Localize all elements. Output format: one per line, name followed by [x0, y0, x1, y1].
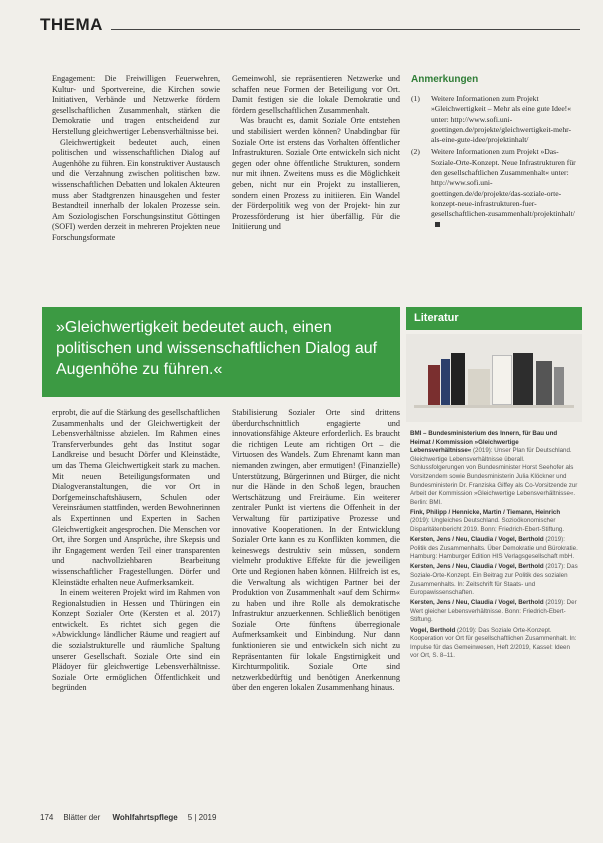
note-number: (2)	[411, 147, 420, 157]
paragraph: Engagement: Die Freiwilligen Feuerwehren, Kultur- und Sportvereine, die Kirchen sowie Initiativen, Verbände und Netzwerke fördern gesellschaftlichen Zusammenhalt, stärken die Demokratie und tragen entscheidend zur Herstellung gleichwertiger Lebensverhältnisse bei.	[52, 74, 220, 136]
article-column-2-bottom	[232, 408, 400, 694]
paragraph: erprobt, die auf die Stärkung des gesellschaftlichen Zusammenhalts und der Gleichwertigkeit der Lebensverhältnisse abzielen. Im Rahmen eines Transferverbundes geht das Institut sogar Landkreise und besucht Dörfer und Kleinstädte, um das Thema Gleichwertigkeit stark zu machen. Mit neuen Beteiligungsformaten und Dialogveranstaltungen, die vor Ort in Dorfgemeinschaftshäusern, Schulen oder Vereinsräumen stattfinden, werden Bewohnerinnen als Expertinnen und Experten in Sachen Gleichwertigkeit angesprochen. Die Menschen vor Ort, ihre Sorgen und Ansprüche, ihre Skepsis und ihr Engagement werden Teil einer transparenten und nachvollziehbaren Bearbeitung wissenschaftlicher Fragestellungen. Dörfer und Kleinstädte erhalten neue Aufmerksamkeit.	[52, 408, 220, 587]
article-column-2-top	[232, 74, 400, 233]
note-text: Weitere Informationen zum Projekt »Gleichwertigkeit – Mehr als eine gute Idee!« unter: http://www.sofi.uni-goettingen.de/projekte/gleichwertigkeit-mehr-als-eine-gute-idee/projektinhalt/	[431, 94, 572, 145]
literature-item	[410, 536, 578, 562]
books-photo	[406, 334, 582, 422]
literature-list	[410, 430, 578, 662]
journal-name	[63, 813, 177, 822]
book-icon	[492, 355, 512, 405]
literature-author: Kersten, Jens / Neu, Claudia / Vogel, Berthold	[410, 599, 544, 607]
journal-name-bold: Wohlfahrtspflege	[112, 813, 178, 822]
literature-item	[410, 430, 578, 507]
literature-item	[410, 627, 578, 661]
page-footer	[40, 813, 580, 822]
paragraph: Stabilisierung Sozialer Orte sind drittens überdurchschnittlich engagierte und innovationsfähige Akteure erforderlich. Es braucht die richtigen Leute am richtigen Ort – die Virtuosen des Wandels. Zum Ehrenamt kann man niemanden zwingen, aber ermutigen! (Finanzielle) Unterstützung, Bürgerinnen und Bürger, die nicht nur die Hände in den Schoß legen, brauchen Wertschätzung und Freiräume. Ein weiterer zentraler Punkt ist viertens die Offenheit in der Verwaltung für partizipative Prozesse und innovative Kooperationen. In der Entwicklung Sozialer Orte kann es zu Konflikten kommen, die keineswegs destruktiv sein müssen, sondern vielmehr produktive Effekte für die jeweiligen Orte und Regionen haben können. Hilfreich ist es, die Verwaltung als wichtigen Partner bei der Produktion von Zusammenhalt »auf dem Schirm« zu haben und ihre Rolle als demokratische Infrastruktur anzuerkennen. Schließlich benötigen Soziale Orte fünftens überregionale Aufmerksamkeit und Einbindung. Nur dann funktionieren sie und entwickeln sich nicht zu Repräsentanten für lokale Engstirnigkeit und Kirchturmpolitik. Soziale Orte sind netzwerkbedürftig und benötigen Anerkennung über den engeren lokalen Zusammenhang hinaus.	[232, 408, 400, 693]
literature-text: (2019): Der Wert gleicher Lebensverhältnisse. Bonn: Friedrich-Ebert-Stiftung.	[410, 599, 577, 624]
paragraph: Was braucht es, damit Soziale Orte entstehen und stabilisiert werden können? Unabdingbar für Soziale Orte ist erstens das Vorhalten öffentlicher Infrastrukturen. Soziale Orte entwickeln sich nicht gegen oder ohne öffentliche Strukturen, sondern nur mit ihnen. Zweitens muss es die Möglichkeit geben, nicht nur ein Projekt zu installieren, sondern einen Prozess zu initiieren. Ein Wandel der Förderpolitik weg von der Projekt- hin zur Prozessförderung ist hier überfällig. Für die Initiierung und	[232, 116, 400, 232]
literature-text: (2019): Unser Plan für Deutschland. Gleichwertige Lebensverhältnisse überall. Schlussfolgerungen von Bundesminister Horst Seehofer als Vorsitzendem sowie Bundesministerin Julia Klöckner und Bundesministerin Dr. Franziska Giffey als Co-Vorsitzende zur Arbeit der Kommission »Gleichwertige Lebensverhältnisse«. Berlin: BMI.	[410, 447, 578, 506]
book-icon	[428, 365, 440, 405]
note-number: (1)	[411, 94, 420, 103]
section-title: THEMA	[40, 15, 103, 34]
paragraph: In einem weiteren Projekt wird im Rahmen von Regionalstudien in Hessen und Thüringen ein Konzept Sozialer Orte (Kersten et al. 2017) entwickelt. Es richtet sich gegen die »Abwicklung« ländlicher Räume und reagiert auf die sozialstrukturelle und räumliche Spaltung unserer Gesellschaft. Soziale Orte sind ein Plädoyer für gleichwertige Lebensverhältnisse. Soziale Orte ermöglichen Öffentlichkeit und begründen	[52, 588, 220, 693]
header-rule	[111, 29, 580, 30]
book-icon	[513, 353, 533, 405]
book-icon	[536, 361, 552, 405]
literature-author: Fink, Philipp / Hennicke, Martin / Tiemann, Heinrich	[410, 508, 561, 516]
note-text	[431, 147, 577, 229]
note-item	[411, 94, 577, 145]
literature-author: Vogel, Berthold	[410, 626, 456, 634]
literature-text: (2019): Politik des Zusammenhalts. Über Demokratie und Bürokratie. Hamburg: Hamburger Edition HIS Verlagsgesellschaft mbH.	[410, 536, 578, 561]
book-icon	[451, 353, 465, 405]
notes-list	[411, 94, 577, 232]
end-mark-icon	[435, 222, 440, 227]
literature-author: Kersten, Jens / Neu, Claudia / Vogel, Berthold	[410, 536, 544, 544]
book-icon	[441, 359, 450, 405]
pull-quote: »Gleichwertigkeit bedeutet auch, einen politischen und wissenschaftlichen Dialog auf Augenhöhe zu führen.«	[42, 307, 400, 397]
note-item	[411, 147, 577, 229]
paragraph: Gleichwertigkeit bedeutet auch, einen politischen und wissenschaftlichen Dialog auf Augenhöhe zu führen. Ein konstruktiver Austausch und die Verzahnung zwischen politischen bzw. wissenschaftlichen Debatten und lokalen Akteuren muss aber Stadtgrenzen hinausgehen und fester Bestandteil innerhalb der lokalen Prozesse sein. Am Soziologischen Forschungsinstitut Göttingen (SOFI) werden derzeit in mehreren Projekten neue Forschungsformate	[52, 137, 220, 242]
article-column-1-top	[52, 74, 220, 244]
paragraph: Gemeinwohl, sie repräsentieren Netzwerke und schaffen neue Formen der Beteiligung vor Ort. Damit festigen sie die lokale Demokratie und fördern gesellschaftlichen Zusammenhalt.	[232, 74, 400, 115]
journal-prefix: Blätter der	[63, 813, 103, 822]
literature-author: Kersten, Jens / Neu, Claudia / Vogel, Berthold	[410, 563, 544, 571]
literature-item	[410, 599, 578, 625]
literature-text: (2017): Das Soziale-Orte-Konzept. Ein Beitrag zur Politik des sozialen Zusammenhalts. In: Zeitschrift für Staats- und Europawissenschaften.	[410, 563, 578, 597]
page-header	[40, 10, 580, 34]
literature-author: BMI – Bundesministerium des Innern, für Bau und Heimat / Kommission »Gleichwertige Lebensverhältnisse«	[410, 430, 558, 455]
notes-title: Anmerkungen	[411, 74, 479, 85]
page-number: 174	[40, 813, 54, 822]
literature-item	[410, 563, 578, 597]
literature-header: Literatur	[406, 307, 582, 330]
article-column-1-bottom	[52, 408, 220, 694]
book-icon	[468, 369, 490, 405]
note-text-content: Weitere Informationen zum Projekt »Das-Soziale-Orte-Konzept. Neue Infrastrukturen für den gesellschaftlichen Zusammenhalt« unter: http://www.sofi.uni-goettingen.de/de/projekte/das-soziale-orte-konzept-neue-infrastrukturen-fuer-gesellschaftlichen-zusammenhalt/projektinhalt/	[431, 147, 576, 219]
issue-number: 5 | 2019	[187, 813, 217, 822]
literature-item	[410, 509, 578, 535]
book-icon	[554, 367, 564, 405]
literature-text: (2019): Das Soziale Orte-Konzept. Kooperation vor Ort für gesellschaftlichen Zusammenhalt. In: Impulse für das Gemeinwesen, Heft 2/2019, Kassel: Ideen vor Ort, S. 8–11.	[410, 626, 577, 660]
literature-text: (2019): Ungleiches Deutschland. Sozioökonomischer Disparitätenbericht 2019. Bonn: Friedrich-Ebert-Stiftung.	[410, 517, 565, 534]
shelf-icon	[414, 405, 574, 408]
